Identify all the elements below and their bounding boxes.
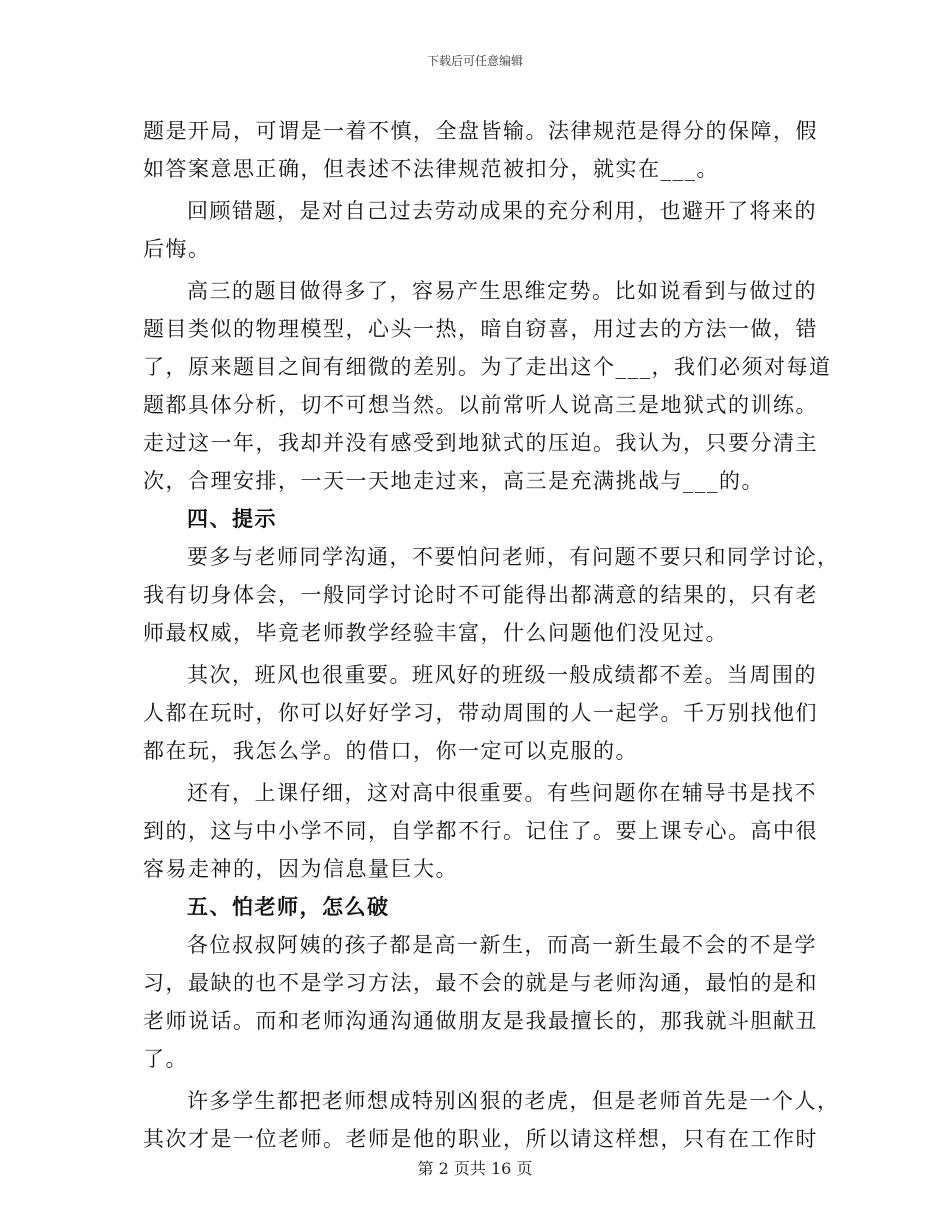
page-footer: 第 2 页共 16 页 (417, 1159, 533, 1178)
text-line: 后悔。 (143, 237, 211, 261)
document-body (143, 112, 840, 1158)
text-line: 容易走神的，因为信息量巨大。 (143, 857, 458, 881)
text-line: 还有，上课仔细，这对高中很重要。有些问题你在辅导书是找不 (187, 781, 817, 805)
text-line: 许多学生都把老师想成特别凶狠的老虎，但是老师首先是一个人， (187, 1089, 840, 1113)
text-line: 次，合理安排，一天一天地走过来，高三是充满挑战与___的。 (143, 469, 764, 493)
text-line: 师最权威，毕竟老师教学经验丰富，什么问题他们没见过。 (143, 621, 728, 645)
text-line: 我有切身体会，一般同学讨论时不可能得出都满意的结果的，只有老 (143, 583, 818, 607)
text-line: 到的，这与中小学不同，自学都不行。记住了。要上课专心。高中很 (143, 819, 818, 843)
text-line: 要多与老师同学沟通，不要怕问老师，有问题不要只和同学讨论， (187, 545, 840, 569)
text-line: 人都在玩时，你可以好好学习，带动周围的人一起学。千万别找他们 (143, 701, 818, 725)
page-header: 下载后可任意编辑 (426, 54, 523, 68)
text-line: 习，最缺的也不是学习方法，最不会的就是与老师沟通，最怕的是和 (143, 971, 818, 995)
text-line: 老师说话。而和老师沟通沟通做朋友是我最擅长的，那我就斗胆献丑 (143, 1009, 818, 1033)
text-line: 各位叔叔阿姨的孩子都是高一新生，而高一新生最不会的不是学 (187, 933, 817, 957)
text-line: 如答案意思正确，但表述不法律规范被扣分，就实在___。 (143, 157, 719, 181)
text-line: 其次才是一位老师。老师是他的职业，所以请这样想，只有在工作时 (143, 1127, 818, 1151)
text-line: 走过这一年，我却并没有感受到地狱式的压迫。我认为，只要分清主 (143, 431, 818, 455)
text-line: 高三的题目做得多了，容易产生思维定势。比如说看到与做过的 (187, 279, 817, 303)
section-heading: 四、提示 (187, 506, 277, 531)
text-line: 了，原来题目之间有细微的差别。为了走出这个___，我们必须对每道 (143, 355, 832, 379)
text-line: 题是开局，可谓是一着不慎，全盘皆输。法律规范是得分的保障，假 (143, 119, 818, 143)
text-line: 题目类似的物理模型，心头一热，暗自窃喜，用过去的方法一做，错 (143, 317, 818, 341)
text-line: 了。 (143, 1047, 188, 1071)
text-line: 其次，班风也很重要。班风好的班级一般成绩都不差。当周围的 (187, 663, 817, 687)
text-line: 题都具体分析，切不可想当然。以前常听人说高三是地狱式的训练。 (143, 393, 818, 417)
text-line: 都在玩，我怎么学。的借口，你一定可以克服的。 (143, 739, 638, 763)
section-heading: 五、怕老师，怎么破 (187, 894, 390, 919)
text-line: 回顾错题，是对自己过去劳动成果的充分利用，也避开了将来的 (187, 199, 817, 223)
